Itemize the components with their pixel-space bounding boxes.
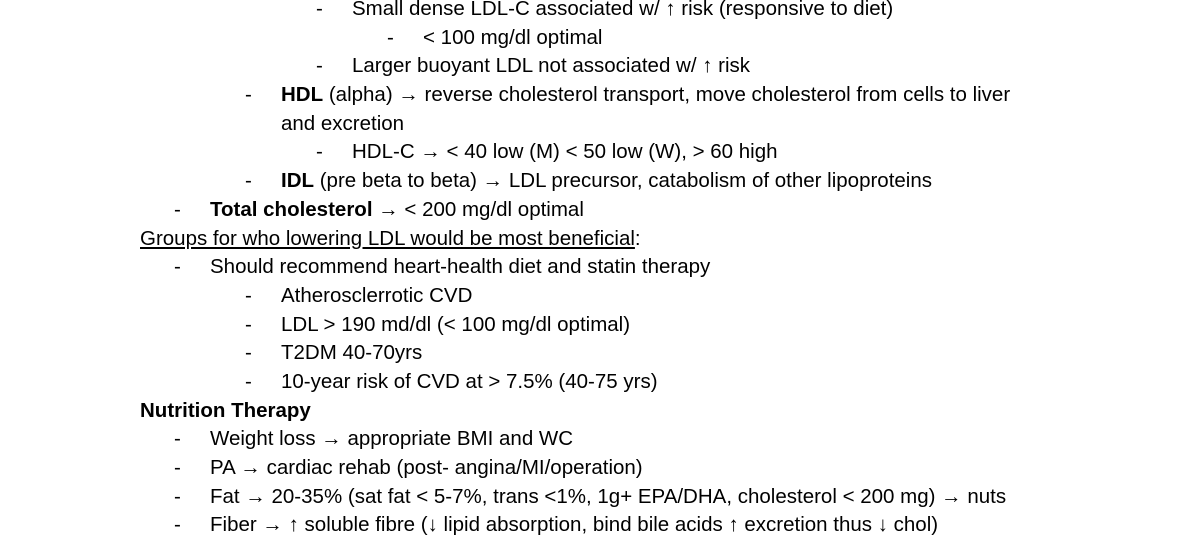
text-run: PA → cardiac rehab (post- angina/MI/operation) xyxy=(210,456,643,479)
underlined-heading: Groups for who lowering LDL would be most beneficial xyxy=(140,226,635,250)
bullet-dash: - xyxy=(174,255,181,279)
bullet-line xyxy=(0,311,1200,340)
text-run: Fat → 20-35% (sat fat < 5-7%, trans <1%, 1g+ EPA/DHA, cholesterol < 200 mg) → nuts xyxy=(210,484,1007,508)
bullet-line xyxy=(0,138,1200,167)
bullet-dash: - xyxy=(174,456,181,479)
bullet-dash: - xyxy=(174,484,181,508)
line-text xyxy=(210,425,573,454)
bullet-line xyxy=(0,81,1200,110)
line-text xyxy=(140,225,641,254)
line-text xyxy=(210,253,710,282)
line-text xyxy=(281,110,404,139)
bullet-line xyxy=(0,52,1200,81)
bold-term: IDL xyxy=(281,169,315,193)
line-text xyxy=(210,483,1006,512)
text-run: : xyxy=(634,226,641,250)
line-text xyxy=(281,311,630,340)
line-text xyxy=(352,0,893,24)
bullet-dash: - xyxy=(174,513,181,537)
heading-line xyxy=(0,397,1200,426)
text-run: Larger buoyant LDL not associated w/ ↑ risk xyxy=(352,54,751,78)
line-text xyxy=(210,196,584,225)
bullet-dash: - xyxy=(245,283,252,307)
line-text xyxy=(281,282,472,311)
bullet-line xyxy=(0,483,1200,512)
text-run: Weight loss → appropriate BMI and WC xyxy=(210,427,574,451)
line-text xyxy=(281,167,932,196)
text-run: Small dense LDL-C associated w/ ↑ risk (responsive to diet) xyxy=(352,0,894,20)
line-text xyxy=(281,81,1010,110)
line-text xyxy=(210,511,938,540)
text-run: (pre beta to beta) → LDL precursor, catabolism of other lipoproteins xyxy=(314,169,933,193)
text-run: T2DM 40-70yrs xyxy=(281,341,423,365)
text-run: < 100 mg/dl optimal xyxy=(423,25,603,49)
text-run: and excretion xyxy=(281,111,405,135)
line-text xyxy=(352,52,750,81)
bold-term: Nutrition Therapy xyxy=(140,398,311,422)
bullet-dash: - xyxy=(316,0,323,20)
text-run: (alpha) → reverse cholesterol transport, move cholesterol from cells to liver xyxy=(323,83,1011,107)
bullet-line xyxy=(0,454,1200,483)
bullet-dash: - xyxy=(174,427,181,451)
bullet-dash: - xyxy=(316,140,323,164)
line-text xyxy=(281,339,422,368)
bullet-dash: - xyxy=(245,169,252,193)
bullet-line xyxy=(0,110,1200,139)
line-text xyxy=(352,138,778,167)
bullet-line xyxy=(0,425,1200,454)
line-text xyxy=(281,368,658,397)
text-run: LDL > 190 md/dl (< 100 mg/dl optimal) xyxy=(281,312,631,336)
bullet-line xyxy=(0,253,1200,282)
bullet-line xyxy=(0,167,1200,196)
bold-term: HDL xyxy=(281,83,324,107)
bullet-line xyxy=(0,282,1200,311)
bullet-line xyxy=(0,339,1200,368)
bold-term: Total cholesterol xyxy=(210,197,373,221)
bullet-line xyxy=(0,368,1200,397)
text-run: Atherosclerrotic CVD xyxy=(281,283,473,307)
text-run: Should recommend heart-health diet and statin therapy xyxy=(210,255,711,279)
bullet-line xyxy=(0,0,1200,24)
text-run: HDL-C → < 40 low (M) < 50 low (W), > 60 high xyxy=(352,140,778,164)
bullet-line xyxy=(0,24,1200,53)
bullet-dash: - xyxy=(245,312,252,336)
bullet-line xyxy=(0,196,1200,225)
bullet-dash: - xyxy=(245,83,252,107)
bullet-dash: - xyxy=(387,25,394,49)
text-run: 10-year risk of CVD at > 7.5% (40-75 yrs) xyxy=(281,369,658,393)
bullet-line xyxy=(0,511,1200,540)
bullet-dash: - xyxy=(316,54,323,78)
line-text xyxy=(140,397,311,426)
line-text xyxy=(210,454,643,483)
heading-line xyxy=(0,225,1200,254)
bullet-dash: - xyxy=(245,369,252,393)
text-run: → < 200 mg/dl optimal xyxy=(372,197,584,221)
line-text xyxy=(423,24,602,53)
bullet-dash: - xyxy=(174,197,181,221)
bullet-dash: - xyxy=(245,341,252,365)
text-run: Fiber → ↑ soluble fibre (↓ lipid absorption, bind bile acids ↑ excretion thus ↓ chol) xyxy=(210,513,939,537)
